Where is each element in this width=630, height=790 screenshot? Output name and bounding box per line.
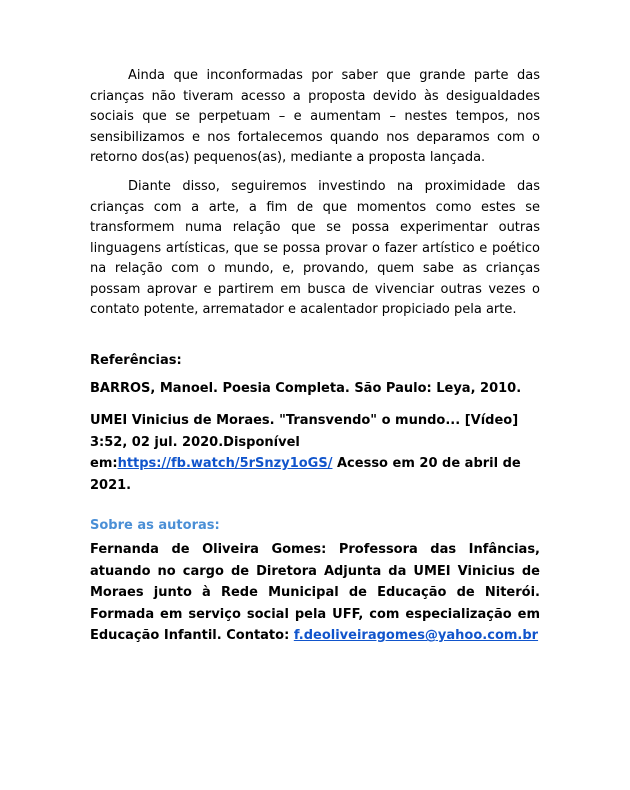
author-email-link[interactable]: f.deoliveiragomes@yahoo.com.br xyxy=(293,628,539,643)
author-bio-text: Fernanda de Oliveira Gomes: Professora das Infâncias, atuando no cargo de Diretora Adjunta da UMEI Vinicius de Moraes junto à Rede Municipal de Educação de Niterói. Formada em serviço social pela UFF, com especialização em Educação Infantil. Contato: xyxy=(90,542,540,643)
reference-umei-suffix: Acesso em 20 de abril de 2021. xyxy=(90,456,521,493)
reference-barros: BARROS, Manoel. Poesia Completa. São Paulo: Leya, 2010. xyxy=(90,381,522,396)
paragraph-1-text: Ainda que inconformadas por saber que grande parte das crianças não tiveram acesso a proposta devido às desigualdades sociais que se perpetuam – e aumentam – nestes tempos, nos sensibilizamos e nos fortalecemos quando nos deparamos com o retorno dos(as) pequenos(as), mediante a proposta lançada. xyxy=(90,68,540,165)
reference-umei-line3 xyxy=(90,453,540,496)
reference-umei-line1: UMEI Vinicius de Moraes. "Transvendo" o mundo... [Vídeo] xyxy=(90,413,519,428)
reference-video-link[interactable]: https://fb.watch/5rSnzy1oGS/ xyxy=(117,456,333,471)
paragraph-2-text: Diante disso, seguiremos investindo na proximidade das crianças com a arte, a fim de que momentos como estes se transformem numa relação que se possa experimentar outras linguagens artísticas, que se possa provar o fazer artístico e poético na relação com o mundo, e, provando, quem sabe as crianças possam aprovar e partirem em busca de vivenciar outras vezes o contato potente, arrematador e acalentador propiciado pela arte. xyxy=(90,179,540,317)
paragraph-1 xyxy=(90,66,540,169)
paragraph-2 xyxy=(90,177,540,321)
author-bio xyxy=(90,539,540,647)
authors-heading: Sobre as autoras: xyxy=(90,518,220,533)
references-heading: Referências: xyxy=(90,353,182,368)
reference-umei xyxy=(90,410,540,496)
reference-umei-line2: 3:52, 02 jul. 2020.Disponível xyxy=(90,434,300,450)
reference-umei-prefix: em: xyxy=(90,456,118,471)
